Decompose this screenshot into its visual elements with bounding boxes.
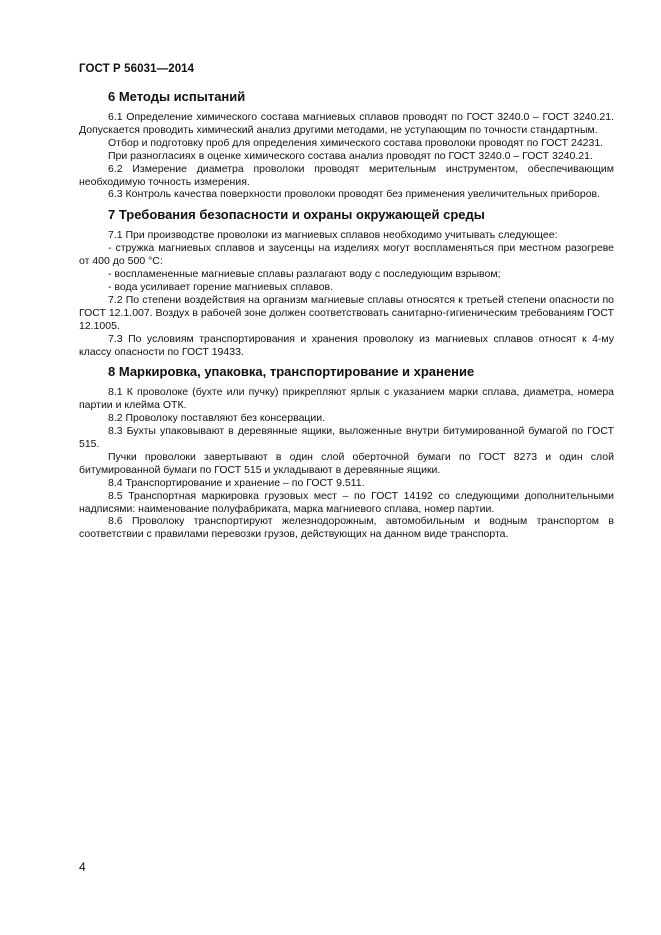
list-item-7-1-b: - воспламененные магниевые сплавы разлагают воду с последующим взрывом;	[108, 268, 501, 281]
paragraph-6-1-disputes: При разногласиях в оценке химического состава анализ проводят по ГОСТ 3240.0 – ГОСТ 3240.21.	[108, 149, 593, 162]
paragraph-6-2: 6.2 Измерение диаметра проволоки проводят мерительным инструментом, обеспечивающим необходимую точность измерения.	[79, 162, 614, 188]
paragraph-8-3-bundles: Пучки проволоки завертывают в один слой оберточной бумаги по ГОСТ 8273 и один слой битумированной бумаги по ГОСТ 515 и укладывают в деревянные ящики.	[79, 450, 614, 476]
paragraph-7-1: 7.1 При производстве проволоки из магниевых сплавов необходимо учитывать следующее:	[108, 229, 558, 242]
list-item-7-1-a: - стружка магниевых сплавов и заусенцы на изделиях могут воспламеняться при местном разогреве от 400 до 500 °C:	[79, 242, 614, 268]
section-6-heading: 6 Методы испытаний	[108, 89, 246, 104]
paragraph-8-6: 8.6 Проволоку транспортируют железнодорожным, автомобильным и водным транспортом в соответствии с правилами перевозки грузов, действующих на данном виде транспорта.	[79, 515, 614, 541]
paragraph-6-1: 6.1 Определение химического состава магниевых сплавов проводят по ГОСТ 3240.0 – ГОСТ 3240.21. Допускается проводить химический анализ другими методами, не уступающим по точности стандартным.	[79, 111, 614, 136]
paragraph-7-2: 7.2 По степени воздействия на организм магниевые сплавы относятся к третьей степени опасности по ГОСТ 12.1.007. Воздух в рабочей зоне должен соответствовать санитарно-гигиеническим требованиям ГОСТ 12.1005.	[79, 293, 614, 332]
paragraph-8-5: 8.5 Транспортная маркировка грузовых мест – по ГОСТ 14192 со следующими дополнительными надписями: наименование полуфабриката, марка магниевого сплава, номер партии.	[79, 489, 614, 515]
list-item-7-1-c: - вода усиливает горение магниевых сплавов.	[108, 280, 334, 293]
document-header: ГОСТ Р 56031—2014	[79, 63, 195, 75]
section-8-heading: 8 Маркировка, упаковка, транспортирование и хранение	[108, 364, 475, 380]
paragraph-7-3: 7.3 По условиям транспортирования и хранения проволоку из магниевых сплавов относят к 4-му классу опасности по ГОСТ 19433.	[79, 332, 614, 358]
document-body	[79, 86, 614, 541]
paragraph-8-2: 8.2 Проволоку поставляют без консервации.	[108, 412, 326, 425]
paragraph-8-3: 8.3 Бухты упаковывают в деревянные ящики, выложенные внутри битумированной бумагой по ГОСТ 515.	[79, 425, 614, 451]
section-7-heading: 7 Требования безопасности и охраны окружающей среды	[108, 207, 485, 223]
paragraph-6-1-sampling: Отбор и подготовку проб для определения химического состава проволоки проводят по ГОСТ 24231.	[108, 136, 604, 149]
paragraph-8-4: 8.4 Транспортирование и хранение – по ГОСТ 9.511.	[108, 476, 365, 489]
page-number: 4	[79, 860, 86, 874]
paragraph-8-1: 8.1 К проволоке (бухте или пучку) прикрепляют ярлык с указанием марки сплава, диаметра, номера партии и клейма ОТК.	[79, 386, 614, 412]
paragraph-6-3: 6.3 Контроль качества поверхности проволоки проводят без применения увеличительных приборов.	[108, 188, 601, 201]
